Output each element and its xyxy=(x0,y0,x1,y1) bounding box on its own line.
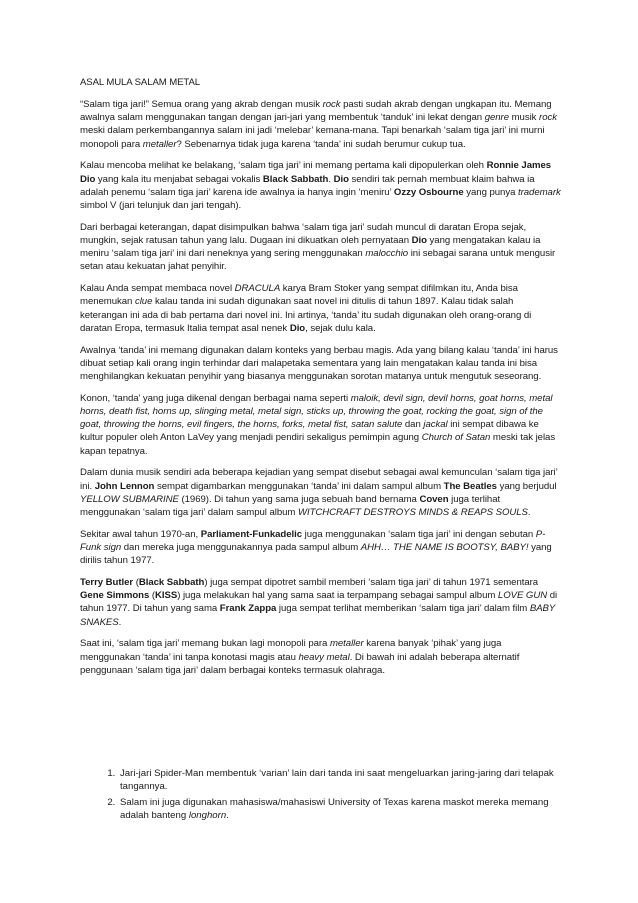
paragraph-10: Saat ini, ‘salam tiga jari’ memang bukan lagi monopoli para metaller karena banyak ‘pihak’ yang juga menggunakan ‘tanda’ ini tanpa konotasi magis atau heavy metal. Di bawah ini adalah beberapa alternatif penggunaan ‘salam tiga jari’ dalam berbagai konteks termasuk olahraga. xyxy=(80,638,520,676)
blank-space xyxy=(80,686,562,767)
paragraph-8: Sekitar awal tahun 1970-an, Parliament-Funkadelic juga menggunakan ‘salam tiga jari’ ini dengan sebutan P-Funk sign dan mereka juga menggunakannya pada sampul album AHH… THE NAME IS BOOTSY, BABY! yang dirilis tahun 1977. xyxy=(80,528,552,567)
paragraph-3: Dari berbagai keterangan, dapat disimpulkan bahwa ‘salam tiga jari’ sudah muncul di daratan Eropa sejak, mungkin, sejak ratusan tahun yang lalu. Dugaan ini dikuatkan oleh pernyataan Dio yang mengatakan kalau ia meniru ‘salam tiga jari’ ini dari neneknya yang sering menggunakan malocchio ini sebagai sarana untuk mengusir setan atau kekuatan jahat penyihir. xyxy=(80,221,556,273)
document-page xyxy=(80,76,562,825)
paragraph-6: Konon, ‘tanda’ yang juga dikenal dengan berbagai nama seperti maloik, devil sign, devil horns, goat horns, metal horns, death fist, horns up, slinging metal, metal sign, sticks up, throwing the goat, rocking the goat, sign of the goat, throwing the horns, evil fingers, the horns, forks, metal fist, satan salute dan jackal ini sempat dibawa ke kultur populer oleh Anton LaVey yang menjadi pendiri sekaligus pemimpin agung Church of Satan meski tak jelas kapan tepatnya. xyxy=(80,392,556,457)
paragraph-2: Kalau mencoba melihat ke belakang, ‘salam tiga jari’ ini memang pertama kali dipopulerkan oleh Ronnie James Dio yang kala itu menjabat sebagai vokalis Black Sabbath. Dio sendiri tak pernah membuat klaim bahwa ia adalah penemu ‘salam tiga jari’ karena ide awalnya ia hanya ingin ‘meniru’ Ozzy Osbourne yang punya trademark simbol V (jari telunjuk dan jari tengah). xyxy=(80,160,561,212)
document-title: ASAL MULA SALAM METAL xyxy=(80,77,200,88)
numbered-list xyxy=(80,767,562,823)
paragraph-1: “Salam tiga jari!” Semua orang yang akrab dengan musik rock pasti sudah akrab dengan ungkapan itu. Memang awalnya salam menggunakan tangan dengan jari-jari yang membentuk ‘tanduk’ ini lekat dengan genre musik rock meski dalam perkembangannya salam ini jadi ‘melebar’ kemana-mana. Tapi benarkah ‘salam tiga jari’ ini murni monopoli para metaller? Sebenarnya tidak juga karena ‘tanda’ ini sudah berumur cukup tua. xyxy=(80,99,557,150)
paragraph-9: Terry Butler (Black Sabbath) juga sempat dipotret sambil memberi ‘salam tiga jari’ di tahun 1971 sementara Gene Simmons (KISS) juga melakukan hal yang sama saat ia terpampang sebagai sampul album LOVE GUN di tahun 1977. Di tahun yang sama Frank Zappa juga sempat terlihat memberikan ‘salam tiga jari’ dalam film BABY SNAKES. xyxy=(80,577,558,628)
list-item: 1. Jari-jari Spider-Man membentuk ‘varian’ lain dari tanda ini saat mengeluarkan jaring-jaring dari telapak tangannya. xyxy=(118,767,562,793)
list-item: 2. Salam ini juga digunakan mahasiswa/mahasiswi University of Texas karena maskot mereka memang adalah banteng longhorn. xyxy=(118,796,562,822)
paragraph-7: Dalam dunia musik sendiri ada beberapa kejadian yang sempat disebut sebagai awal kemunculan ‘salam tiga jari’ ini. John Lennon sempat digambarkan menggunakan ‘tanda’ ini dalam sampul album The Beatles yang berjudul YELLOW SUBMARINE (1969). Di tahun yang sama juga sebuah band bernama Coven juga terlihat menggunakan ‘salam tiga jari’ dalam sampul album WITCHCRAFT DESTROYS MINDS & REAPS SOULS. xyxy=(80,467,558,519)
paragraph-5: Awalnya ‘tanda’ ini memang digunakan dalam konteks yang berbau magis. Ada yang bilang kalau ‘tanda’ ini harus dibuat setiap kali orang ingin terhindar dari malapetaka sementara yang lain mengatakan kalau tanda ini bisa menghilangkan kekuatan penyihir yang biasanya menggunakan sorotan matanya untuk mengutuk seseorang. xyxy=(80,344,558,383)
paragraph-4: Kalau Anda sempat membaca novel DRACULA karya Bram Stoker yang sempat difilmkan itu, Anda bisa menemukan clue kalau tanda ini sudah digunakan saat novel ini ditulis di tahun 1897. Kalau tidak salah keterangan ini ada di bab pertama dari novel ini. Ini artinya, ‘tanda’ itu sudah digunakan oleh orang-orang di daratan Eropa, termasuk Italia tempat asal nenek Dio, sejak dulu kala. xyxy=(80,283,532,334)
